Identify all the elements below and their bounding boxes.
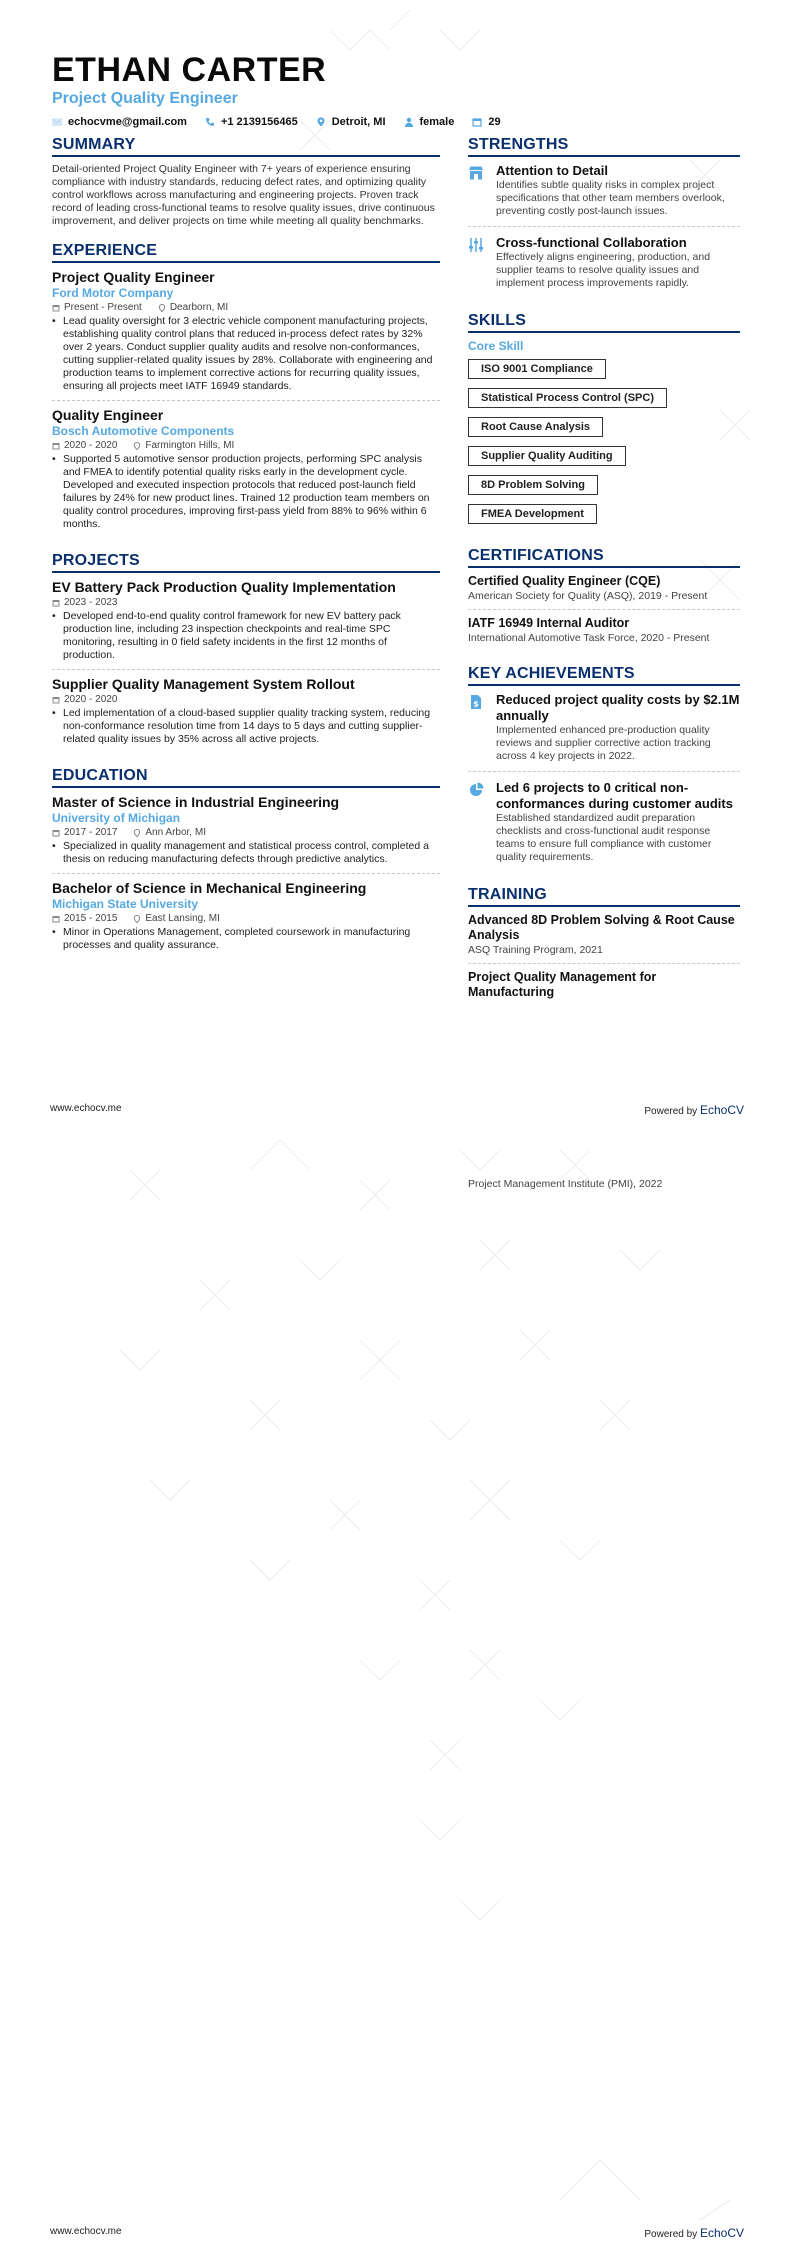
training-item (468, 970, 740, 1006)
projects-heading: PROJECTS (52, 552, 440, 573)
skills-subheading: Core Skill (468, 339, 524, 353)
achievement-item (468, 692, 740, 772)
training-provider: ASQ Training Program, 2021 (468, 944, 603, 956)
certification-item (468, 574, 740, 610)
location-pin-icon (133, 442, 141, 450)
right-column (468, 136, 740, 1020)
contact-age-text: 29 (488, 116, 501, 128)
contact-email-text: echocvme@gmail.com (68, 116, 187, 128)
location-pin-icon (133, 915, 141, 923)
certification-issuer: International Automotive Task Force, 2020 - Present (468, 632, 710, 644)
project-item (52, 676, 440, 753)
footer-powered (644, 1103, 744, 1117)
project-dates: 2020 - 2020 (64, 694, 118, 705)
job-location: Farmington Hills, MI (145, 440, 235, 451)
skill-tag: Statistical Process Control (SPC) (468, 388, 667, 408)
training-heading: TRAINING (468, 886, 740, 907)
job-meta (52, 302, 440, 313)
sliders-icon (468, 237, 484, 253)
education-dates: 2017 - 2017 (64, 827, 118, 838)
education-meta (52, 913, 440, 924)
project-bullet: • Led implementation of a cloud-based supplier quality tracking system, reducing non-conformance resolution time from 14 days to 5 days and cutting supplier-related quality issues by 35% across all active projects. (52, 707, 440, 746)
education-location: Ann Arbor, MI (145, 827, 206, 838)
contact-location (316, 116, 386, 128)
strength-title: Cross-functional Collaboration (496, 235, 687, 250)
candidate-title: Project Quality Engineer (52, 90, 238, 107)
footer-brand[interactable]: EchoCV (699, 1103, 744, 1117)
strength-title: Attention to Detail (496, 163, 608, 178)
job-bullet: • Supported 5 automotive sensor production projects, performing SPC analysis and FMEA to identify potential quality risks early in the development cycle. Developed and executed inspection protocols that reduced post-launch field failures by 24% for new product lines. Trained 12 production team members on quality control procedures, improving first-pass yield from 88% to 96% within 6 months. (52, 453, 440, 531)
person-icon (404, 117, 414, 127)
achievements-section (468, 665, 740, 872)
education-item (52, 880, 440, 959)
certification-title: IATF 16949 Internal Auditor (468, 616, 630, 630)
job-meta (52, 440, 440, 451)
achievement-desc: Implemented enhanced pre-production quality reviews and supplier corrective action tracking across 4 key projects in 2022. (496, 724, 711, 762)
skill-tag: Root Cause Analysis (468, 417, 603, 437)
calendar-icon (52, 829, 60, 837)
contact-gender (404, 116, 455, 128)
skill-tag: Supplier Quality Auditing (468, 446, 626, 466)
certifications-section (468, 547, 740, 651)
skills-heading: SKILLS (468, 312, 740, 333)
education-section (52, 767, 440, 959)
company-name: Bosch Automotive Components (52, 424, 235, 438)
training-title: Project Quality Management for Manufacturing (468, 970, 657, 999)
certification-issuer: American Society for Quality (ASQ), 2019 - Present (468, 590, 708, 602)
school-name: Michigan State University (52, 897, 199, 911)
page-footer (50, 1103, 744, 1117)
contact-phone-text: +1 2139156465 (220, 116, 298, 128)
contact-age (472, 116, 500, 128)
job-bullet: • Lead quality oversight for 3 electric vehicle component manufacturing projects, establishing quality control plans that reduced in-process defect rates by 32% over 2 years. Conduct supplier quality audits and resolve non-conformances, cutting supplier-related quality issues by 28%. Collaborate with engineering and production teams to implement corrective actions for recurring quality issues, ensuring all projects meet IATF 16949 standards. (52, 315, 440, 393)
footer-powered-label: Powered by (644, 2229, 698, 2240)
job-title: Project Quality Engineer (52, 269, 215, 285)
education-dates: 2015 - 2015 (64, 913, 118, 924)
footer-website[interactable]: www.echocv.me (50, 2226, 122, 2237)
job-dates: Present - Present (64, 302, 142, 313)
degree-title: Bachelor of Science in Mechanical Engineering (52, 880, 367, 896)
strengths-section (468, 136, 740, 298)
job-location: Dearborn, MI (169, 302, 229, 313)
summary-text: Detail-oriented Project Quality Engineer with 7+ years of experience ensuring compliance with industry standards, reducing defect rates, and optimizing quality control workflows across manufacturing and engineering projects. Proven track record of leading cross-functional teams to resolve quality issues, drive continuous improvement, and deliver projects on time while meeting all quality benchmarks. (52, 163, 435, 227)
location-pin-icon (133, 829, 141, 837)
achievements-heading: KEY ACHIEVEMENTS (468, 665, 740, 686)
education-meta (52, 827, 440, 838)
certifications-heading: CERTIFICATIONS (468, 547, 740, 568)
candidate-name: ETHAN CARTER (52, 51, 327, 89)
education-item (52, 794, 440, 874)
school-name: University of Michigan (52, 811, 181, 825)
footer-powered-label: Powered by (644, 1106, 698, 1117)
degree-title: Master of Science in Industrial Engineering (52, 794, 340, 810)
strength-item (468, 163, 740, 227)
footer-website[interactable]: www.echocv.me (50, 1103, 122, 1114)
strengths-heading: STRENGTHS (468, 136, 740, 157)
training-item (468, 913, 740, 964)
skill-tag: FMEA Development (468, 504, 597, 524)
footer-brand[interactable]: EchoCV (699, 2226, 744, 2240)
contact-gender-text: female (419, 116, 455, 128)
achievement-item (468, 780, 740, 872)
achievement-title: Led 6 projects to 0 critical non-conformances during customer audits (496, 780, 733, 811)
resume-header (52, 52, 752, 128)
strength-desc: Identifies subtle quality risks in complex project specifications that other team members overlook, preventing costly post-launch issues. (496, 179, 725, 217)
skill-tag: 8D Problem Solving (468, 475, 598, 495)
calendar-icon (52, 442, 60, 450)
training-title: Advanced 8D Problem Solving & Root Cause Analysis (468, 913, 735, 942)
svg-text:$: $ (473, 699, 479, 709)
experience-item (52, 269, 440, 401)
experience-item (52, 407, 440, 538)
project-meta (52, 694, 440, 705)
calendar-icon (52, 696, 60, 704)
certification-title: Certified Quality Engineer (CQE) (468, 574, 661, 588)
location-pin-icon (158, 304, 166, 312)
company-name: Ford Motor Company (52, 286, 174, 300)
training-section (468, 886, 740, 1006)
summary-section (52, 136, 440, 228)
calendar-icon (472, 117, 482, 127)
education-bullet: • Minor in Operations Management, completed coursework in manufacturing processes and quality assurance. (52, 926, 440, 952)
skill-tag: ISO 9001 Compliance (468, 359, 606, 379)
job-dates: 2020 - 2020 (64, 440, 118, 451)
strength-desc: Effectively aligns engineering, production, and supplier teams to resolve quality issues and implement process improvements rapidly. (496, 251, 711, 289)
store-icon (468, 165, 484, 181)
calendar-icon (52, 599, 60, 607)
summary-heading: SUMMARY (52, 136, 440, 157)
location-pin-icon (316, 117, 326, 127)
project-meta (52, 597, 440, 608)
experience-section (52, 242, 440, 538)
email-icon (52, 117, 62, 127)
page-footer (50, 2226, 744, 2240)
education-bullet: • Specialized in quality management and statistical process control, completed a thesis on reducing manufacturing defects through predictive analytics. (52, 840, 440, 866)
certification-item (468, 616, 740, 651)
footer-powered (644, 2226, 744, 2240)
project-bullet: • Developed end-to-end quality control framework for new EV battery pack production line, including 23 inspection checkpoints and real-time SPC monitoring, resulting in 0 field safety incidents in the first 12 months of production. (52, 610, 440, 662)
project-title: EV Battery Pack Production Quality Implementation (52, 579, 396, 595)
document-dollar-icon (468, 694, 484, 710)
training-provider-overflow: Project Management Institute (PMI), 2022 (468, 1178, 663, 1190)
project-item (52, 579, 440, 670)
achievement-title: Reduced project quality costs by $2.1M annually (496, 692, 740, 723)
phone-icon (205, 117, 215, 127)
calendar-icon (52, 915, 60, 923)
strength-item (468, 235, 740, 298)
job-title: Quality Engineer (52, 407, 164, 423)
left-column (52, 136, 440, 973)
skills-section (468, 312, 740, 533)
achievement-desc: Established standardized audit preparation checklists and cross-functional audit response teams to ensure full compliance with customer quality requirements. (496, 812, 712, 863)
education-heading: EDUCATION (52, 767, 440, 788)
education-location: East Lansing, MI (145, 913, 220, 924)
pie-chart-icon (468, 782, 484, 798)
contact-bar (52, 116, 752, 128)
projects-section (52, 552, 440, 753)
contact-email[interactable] (52, 116, 187, 128)
contact-phone[interactable] (205, 116, 298, 128)
experience-heading: EXPERIENCE (52, 242, 440, 263)
project-dates: 2023 - 2023 (64, 597, 118, 608)
calendar-icon (52, 304, 60, 312)
contact-location-text: Detroit, MI (331, 116, 386, 128)
project-title: Supplier Quality Management System Rollout (52, 676, 355, 692)
